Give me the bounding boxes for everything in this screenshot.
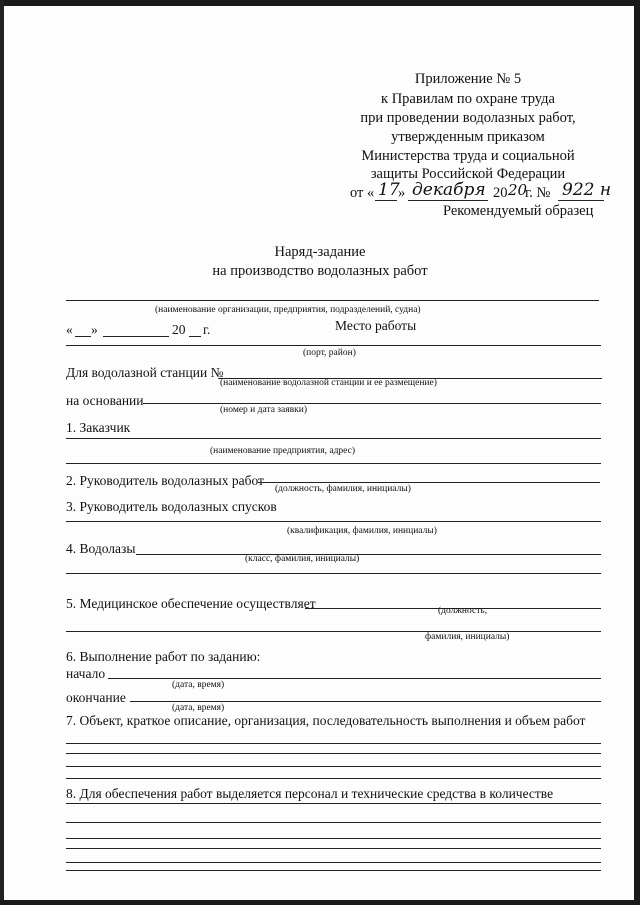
- resources-line-3: [66, 838, 601, 839]
- object-line-1: [66, 743, 601, 744]
- object-line-3: [66, 766, 601, 767]
- order-number-underline: [558, 200, 604, 201]
- header-sample-label: Рекомендуемый образец: [443, 203, 594, 219]
- execution-label: 6. Выполнение работ по заданию:: [66, 649, 261, 664]
- end-caption: (дата, время): [172, 703, 225, 713]
- scan-edge-left: [0, 0, 4, 905]
- medical-caption-2: фамилия, инициалы): [425, 632, 510, 642]
- start-line: [108, 678, 601, 679]
- date-year-blank: [189, 336, 201, 337]
- end-label: окончание: [66, 690, 126, 705]
- basis-caption: (номер и дата заявки): [220, 405, 307, 415]
- header-date-day: 17: [378, 180, 400, 200]
- object-label: 7. Объект, краткое описание, организация, последовательность выполнения и объем работ: [66, 713, 586, 728]
- date-close-quote: »: [91, 322, 98, 337]
- date-month-blank: [103, 336, 169, 337]
- header-date-year: 20: [508, 181, 528, 199]
- divers-line-2: [66, 573, 601, 574]
- station-caption: (наименование водолазной станции и ее размещение): [220, 378, 437, 388]
- descent-head-line: [66, 521, 601, 522]
- station-label: Для водолазной станции №: [66, 365, 224, 380]
- divers-label: 4. Водолазы: [66, 541, 136, 556]
- work-head-line: [258, 482, 600, 483]
- header-appendix: Приложение № 5: [414, 71, 522, 87]
- date-month-underline: [408, 200, 488, 201]
- header-approved: утвержденным приказом: [391, 129, 545, 145]
- medical-line-2: [66, 631, 601, 632]
- header-date-year-suffix: г. №: [525, 185, 551, 201]
- work-head-caption: (должность, фамилия, инициалы): [275, 484, 411, 494]
- resources-line-4: [66, 848, 601, 849]
- header-diving: при проведении водолазных работ,: [360, 110, 576, 126]
- workplace-label: Место работы: [335, 318, 417, 333]
- object-line-2: [66, 753, 601, 754]
- form-title: Наряд-задание: [274, 244, 366, 260]
- customer-line-1: [66, 438, 601, 439]
- start-caption: (дата, время): [172, 680, 225, 690]
- header-order-number: 922 н: [562, 180, 612, 200]
- date-open-quote: «: [66, 322, 73, 337]
- resources-label: 8. Для обеспечения работ выделяется персонал и технические средства в количестве: [66, 786, 554, 801]
- resources-line-1: [66, 803, 601, 804]
- customer-caption: (наименование предприятия, адрес): [210, 446, 355, 456]
- start-label: начало: [66, 666, 106, 681]
- divers-line-1: [136, 554, 601, 555]
- descent-head-label: 3. Руководитель водолазных спусков: [66, 499, 277, 514]
- divers-caption: (класс, фамилия, инициалы): [245, 554, 360, 564]
- header-ministry: Министерства труда и социальной: [361, 148, 575, 164]
- descent-head-caption: (квалификация, фамилия, инициалы): [287, 526, 437, 536]
- header-date-mid: »: [398, 185, 406, 201]
- scan-edge-bottom: [0, 900, 640, 905]
- header-date-month: декабря: [412, 180, 486, 200]
- customer-line-2: [66, 463, 601, 464]
- medical-label: 5. Медицинское обеспечение осуществляет: [66, 596, 316, 611]
- scan-edge-right: [634, 0, 640, 905]
- resources-line-6: [66, 870, 601, 871]
- work-head-label: 2. Руководитель водолазных работ: [66, 473, 264, 488]
- medical-caption-1: (должность,: [438, 606, 488, 616]
- org-line: [66, 300, 599, 301]
- date-day-blank: [75, 336, 91, 337]
- header-protection: защиты Российской Федерации: [370, 166, 566, 182]
- header-date-year-pre: 20: [493, 185, 508, 201]
- date-year-suffix: г.: [203, 322, 211, 337]
- port-line: [66, 345, 601, 346]
- customer-label: 1. Заказчик: [66, 420, 131, 435]
- port-caption: (порт, район): [303, 348, 356, 358]
- scan-edge-top: [0, 0, 640, 6]
- resources-line-5: [66, 862, 601, 863]
- object-line-4: [66, 778, 601, 779]
- date-day-underline: [375, 200, 397, 201]
- header-rules: к Правилам по охране труда: [381, 91, 555, 107]
- basis-label: на основании: [66, 393, 144, 408]
- form-subtitle: на производство водолазных работ: [212, 263, 428, 279]
- header-date-prefix: от «: [350, 185, 375, 201]
- resources-line-2: [66, 822, 601, 823]
- date-year-prefix: 20: [172, 322, 186, 337]
- org-caption: (наименование организации, предприятия, подразделений, судна): [155, 305, 421, 315]
- basis-line: [143, 403, 601, 404]
- end-line: [130, 701, 601, 702]
